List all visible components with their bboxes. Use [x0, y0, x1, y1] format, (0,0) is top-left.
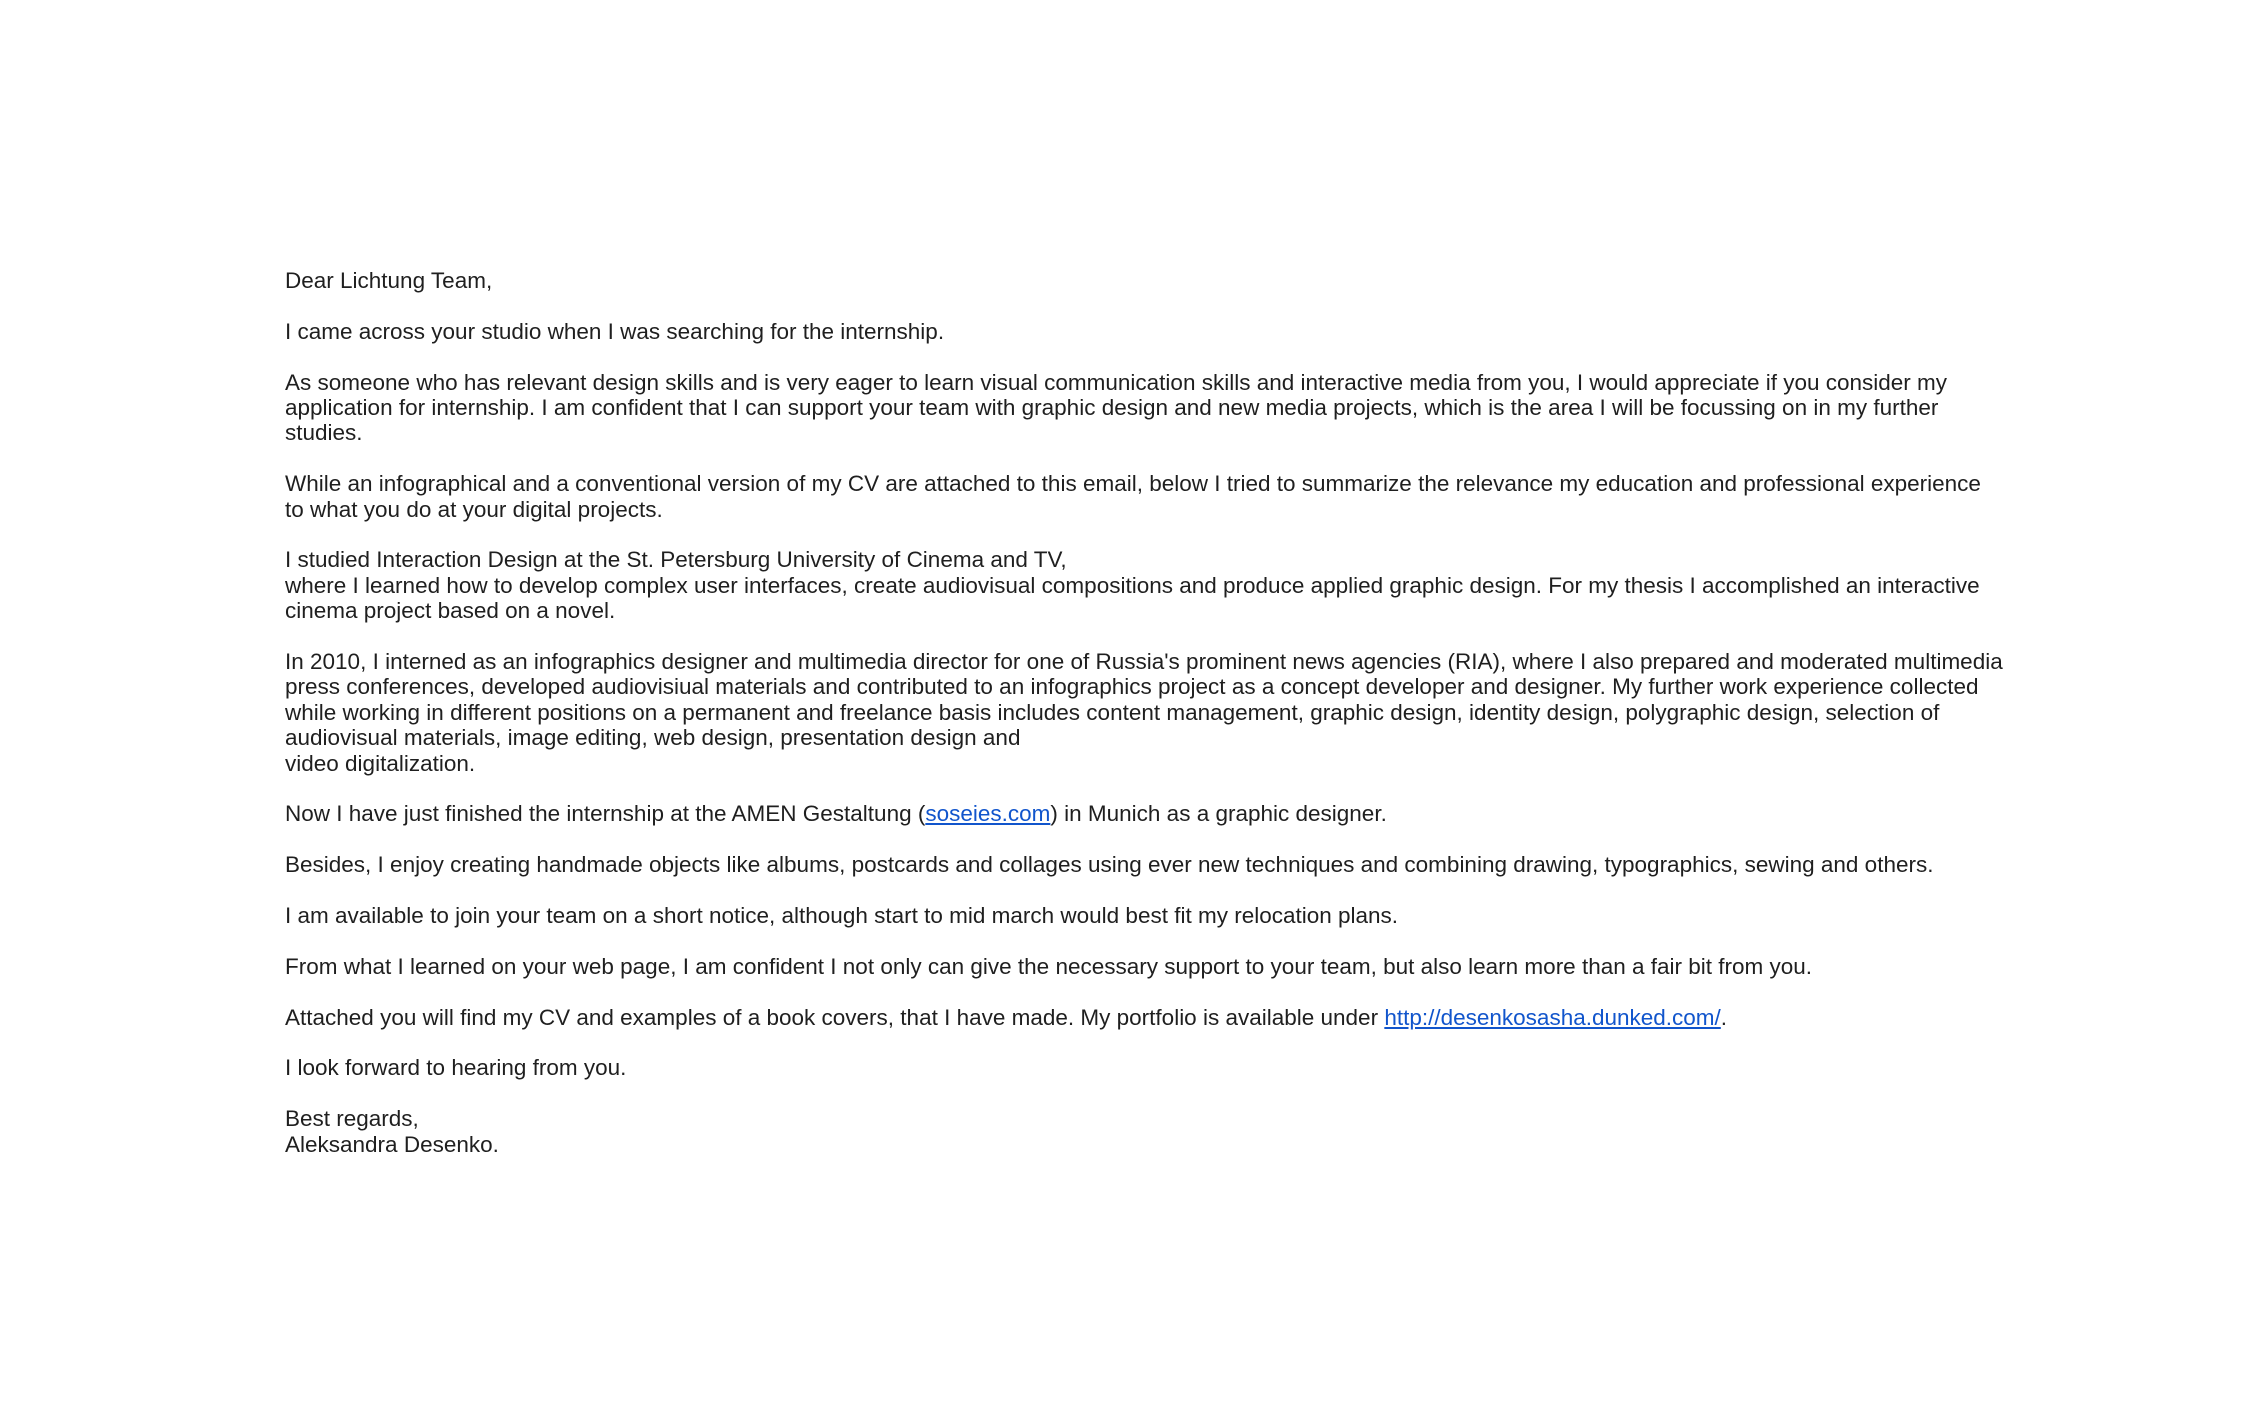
experience-main: In 2010, I interned as an infographics designer and multimedia director for one of Russia's prominent news agencies (RIA), where I also prepared and moderated multimedia press conferences, developed audiovisiual materials and contributed to an infographics project as a concept developer and designer. My further work experience collected while working in different positions on a permanent and freelance basis includes content management, graphic design, identity design, polygraphic design, selection of audiovisual materials, image editing, web design, presentation design and	[285, 649, 2003, 751]
soseies-link[interactable]: soseies.com	[925, 801, 1051, 827]
paragraph-internship	[285, 801, 2005, 826]
portfolio-text-before: Attached you will find my CV and examples of a book covers, that I have made. My portfolio is available under	[285, 1004, 1385, 1030]
experience-tail: video digitalization.	[285, 750, 476, 776]
paragraph-availability: I am available to join your team on a short notice, although start to mid march would best fit my relocation plans.	[285, 903, 1399, 929]
paragraph-closing-note: I look forward to hearing from you.	[285, 1055, 627, 1081]
greeting: Dear Lichtung Team,	[285, 268, 493, 293]
sign-off	[285, 1106, 2005, 1157]
paragraph-hobbies: Besides, I enjoy creating handmade objects like albums, postcards and collages using ever new techniques and combining drawing, typographics, sewing and others.	[285, 852, 1934, 878]
paragraph-portfolio	[285, 1005, 2005, 1030]
internship-text-after: ) in Munich as a graphic designer.	[1050, 801, 1387, 827]
internship-text-before: Now I have just finished the internship at the AMEN Gestaltung (	[285, 801, 926, 827]
paragraph-experience	[285, 649, 2005, 776]
education-line-1: I studied Interaction Design at the St. Petersburg University of Cinema and TV,	[285, 547, 1067, 573]
portfolio-text-after: .	[1720, 1004, 1728, 1030]
education-line-2: where I learned how to develop complex user interfaces, create audiovisual compositions and produce applied graphic design. For my thesis I accomplished an interactive cinema project based on a novel.	[285, 572, 1980, 624]
closing: Best regards,	[285, 1106, 419, 1132]
letter-body	[285, 268, 2005, 1182]
paragraph-application: As someone who has relevant design skills and is very eager to learn visual communication skills and interactive media from you, I would appreciate if you consider my application for internship. I am confident that I can support your team with graphic design and new media projects, which is the area I will be focussing on in my further studies.	[285, 369, 1948, 446]
paragraph-confidence: From what I learned on your web page, I am confident I not only can give the necessary support to your team, but also learn more than a fair bit from you.	[285, 953, 1813, 979]
paragraph-education	[285, 547, 2005, 623]
paragraph-cv-summary: While an infographical and a conventional version of my CV are attached to this email, below I tried to summarize the relevance my education and professional experience to what you do at your digital projects.	[285, 471, 1981, 522]
paragraph-intro: I came across your studio when I was searching for the internship.	[285, 318, 945, 344]
signature: Aleksandra Desenko.	[285, 1131, 499, 1157]
portfolio-link[interactable]: http://desenkosasha.dunked.com/	[1384, 1004, 1721, 1030]
